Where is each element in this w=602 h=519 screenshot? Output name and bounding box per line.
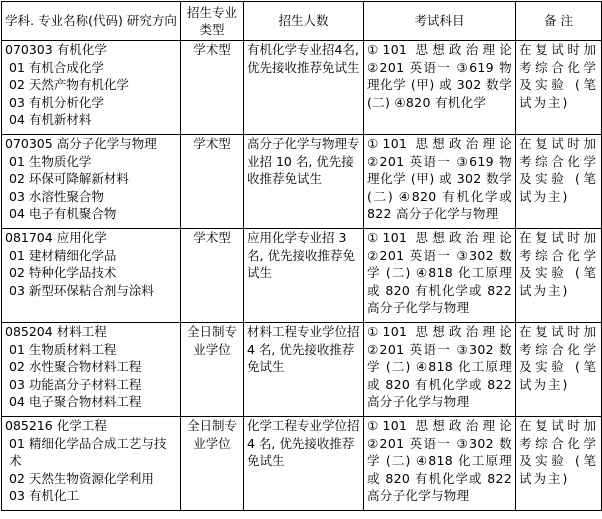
direction-item: 02 水性聚合物材料工程 bbox=[9, 359, 142, 374]
major-cell bbox=[2, 229, 181, 323]
direction-item: 03 新型环保粘合剂与涂料 bbox=[9, 282, 154, 298]
header-quota: 招生人数 bbox=[244, 2, 364, 41]
quota-cell: 材料工程专业学位招 4 名, 优先接收推荐免试生 bbox=[244, 323, 364, 417]
type-cell: 学术型 bbox=[181, 41, 244, 135]
direction-item: 04 有机新材料 bbox=[9, 112, 92, 127]
direction-item: 02 天然生物资源化学利用 bbox=[9, 470, 154, 486]
quota-cell: 化学工程专业学位招 4 名, 优先接收推荐免试生 bbox=[244, 417, 364, 511]
header-major: 学科. 专业名称(代码) 研究方向 bbox=[2, 2, 181, 41]
type-cell: 全日制专业学位 bbox=[181, 417, 244, 511]
quota-cell: 有机化学专业招4名, 优先接收推荐免试生 bbox=[244, 41, 364, 135]
direction-item: 01 精细化学品合成工艺与技术 bbox=[9, 435, 167, 468]
exams-cell: ①101 思想政治理论 ②201 英语一 ③302 数学 (二) ④818 化工原理或 820 有机化学或 822 高分子化学与物理 bbox=[364, 417, 516, 511]
header-remarks: 备 注 bbox=[516, 2, 602, 41]
remarks-cell: 在复试时加考综合化学及实验 (笔试为主) bbox=[516, 135, 602, 229]
direction-item: 04 电子聚合物材料工程 bbox=[9, 394, 142, 409]
major-cell bbox=[2, 135, 181, 229]
remarks-cell: 在复试时加考综合化学及实验 (笔试为主) bbox=[516, 41, 602, 135]
direction-item: 04 电子有机聚合物 bbox=[9, 206, 117, 221]
exams-cell: ①101 思想政治理论 ②201 英语一 ③302 数学 (二) ④818 化工原理或 820 有机化学或 822 高分子化学与物理 bbox=[364, 323, 516, 417]
quota-cell: 应用化学专业招 3 名, 优先接收推荐免试生 bbox=[244, 229, 364, 323]
major-name: 070305 高分子化学与物理 bbox=[5, 136, 157, 151]
table-row bbox=[2, 135, 602, 229]
major-cell bbox=[2, 323, 181, 417]
direction-item: 02 环保可降解新材料 bbox=[9, 171, 129, 186]
major-name: 081704 应用化学 bbox=[5, 230, 107, 245]
exams-cell: ①101 思想政治理论 ②201 英语一 ③302 数学 (二) ④818 化工原理或 820 有机化学或 822 高分子化学与物理 bbox=[364, 229, 516, 323]
type-cell: 学术型 bbox=[181, 229, 244, 323]
direction-item: 01 建材精细化学品 bbox=[9, 247, 117, 263]
direction-item: 01 生物质材料工程 bbox=[9, 341, 117, 357]
direction-item: 02 天然产物有机化学 bbox=[9, 77, 129, 92]
direction-item: 03 功能高分子材料工程 bbox=[9, 376, 142, 392]
header-exams: 考试科目 bbox=[364, 2, 516, 41]
type-cell: 学术型 bbox=[181, 135, 244, 229]
quota-cell: 高分子化学与物理专业招 10 名, 优先接收推荐免试生 bbox=[244, 135, 364, 229]
direction-item: 03 有机分析化学 bbox=[9, 94, 104, 110]
exams-cell: ①101 思想政治理论 ②201 英语一 ③619 物理化学 (甲) 或 302 数学 (二) ④820 有机化学或 822 高分子化学与物理 bbox=[364, 135, 516, 229]
major-name: 085216 化学工程 bbox=[5, 418, 107, 433]
direction-item: 03 有机化工 bbox=[9, 488, 79, 503]
table-row bbox=[2, 41, 602, 135]
major-name: 070303 有机化学 bbox=[5, 42, 107, 57]
direction-item: 02 特种化学品技术 bbox=[9, 265, 117, 280]
exams-cell: ①101 思想政治理论 ②201 英语一 ③619 物理化学 (甲) 或 302 数学 (二) ④820 有机化学 bbox=[364, 41, 516, 135]
table-row bbox=[2, 417, 602, 511]
direction-item: 01 有机合成化学 bbox=[9, 59, 104, 75]
type-cell: 全日制专业学位 bbox=[181, 323, 244, 417]
remarks-cell: 在复试时加考综合化学及实验 (笔试为主) bbox=[516, 229, 602, 323]
header-type: 招生专业类型 bbox=[181, 2, 244, 41]
admissions-table bbox=[1, 1, 602, 511]
major-name: 085204 材料工程 bbox=[5, 324, 107, 339]
table-row bbox=[2, 229, 602, 323]
table-row bbox=[2, 323, 602, 417]
major-cell bbox=[2, 417, 181, 511]
direction-item: 03 水溶性聚合物 bbox=[9, 188, 104, 204]
direction-item: 01 生物质化学 bbox=[9, 153, 92, 169]
major-cell bbox=[2, 41, 181, 135]
remarks-cell: 在复试时加考综合化学及实验 (笔试为主) bbox=[516, 417, 602, 511]
header-row bbox=[2, 2, 602, 41]
remarks-cell: 在复试时加考综合化学及实验 (笔试为主) bbox=[516, 323, 602, 417]
